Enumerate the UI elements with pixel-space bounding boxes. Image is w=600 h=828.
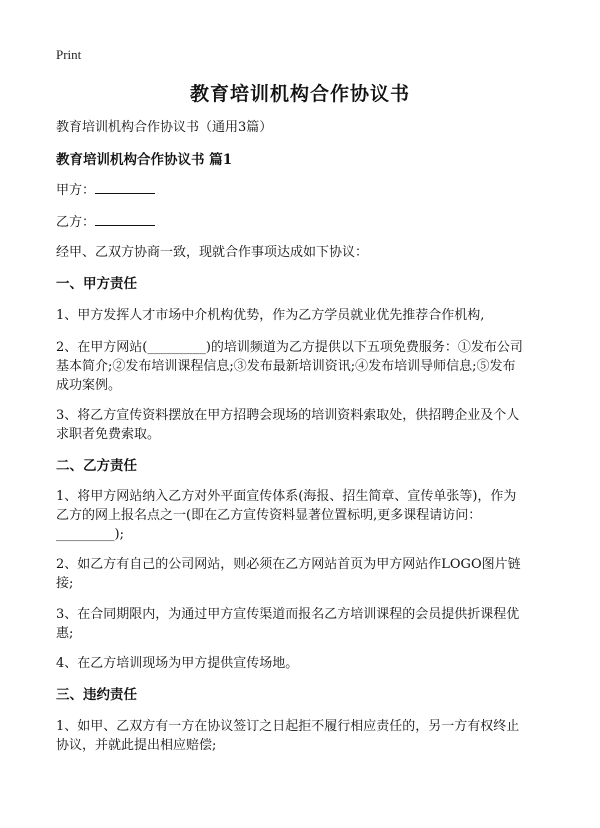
section2-item1-line1: 1、将甲方网站纳入乙方对外平面宣传体系(海报、招生简章、宣传单张等)，作为 [56, 489, 517, 504]
section2-item1-line2: 乙方的网上报名点之一(即在乙方宣传资料显著位置标明,更多课程请访问： [56, 508, 482, 523]
print-label: Print [56, 47, 82, 62]
party-a-line [56, 181, 546, 201]
section3-heading: 三、违约责任 [56, 687, 137, 703]
section1-item2-line2: 基本简介;②发布培训课程信息;③发布最新培训资讯;④发布培训导师信息;⑤发布 [56, 359, 516, 374]
section1-item3-line1: 3、将乙方宣传资料摆放在甲方招聘会现场的培训资料索取处，供招聘企业及个人 [56, 408, 520, 423]
section2-item3-line2: 惠; [56, 626, 74, 641]
section2-item1-line3: _________); [56, 527, 124, 542]
section1-item3-line2: 求职者免费索取。 [56, 427, 161, 442]
section3-item1-line1: 1、如甲、乙双方有一方在协议签订之日起拒不履行相应责任的，另一方有权终止 [56, 719, 520, 734]
section3-item1-line2: 协议，并就此提出相应赔偿; [56, 738, 217, 753]
section1-item2-line3: 成功案例。 [56, 378, 122, 393]
section2-item2-line1: 2、如乙方有自己的公司网站，则必须在乙方网站首页为甲方网站作LOGO图片链 [56, 557, 521, 572]
section2-item2-line2: 接; [56, 576, 74, 591]
intro-paragraph: 经甲、乙双方协商一致，现就合作事项达成如下协议： [56, 245, 369, 260]
section2-heading: 二、乙方责任 [56, 458, 137, 474]
section1-item1: 1、甲方发挥人才市场中介机构优势，作为乙方学员就业优先推荐合作机构, [56, 308, 485, 323]
party-b-blank [95, 213, 155, 226]
section2-item4: 4、在乙方培训现场为甲方提供宣传场地。 [56, 656, 299, 671]
part-heading: 教育培训机构合作协议书 篇1 [56, 152, 233, 168]
section1-item2-line1: 2、在甲方网站(_________)的培训频道为乙方提供以下五项免费服务：①发布公司 [56, 340, 523, 355]
party-b-line [56, 213, 546, 233]
party-a-label: 甲方： [56, 183, 96, 198]
document-subtitle: 教育培训机构合作协议书（通用3篇） [56, 120, 273, 135]
document-title: 教育培训机构合作协议书 [189, 83, 410, 105]
party-b-label: 乙方： [56, 215, 96, 230]
section1-heading: 一、甲方责任 [56, 276, 137, 292]
section2-item3-line1: 3、在合同期限内，为通过甲方宣传渠道而报名乙方培训课程的会员提供折课程优 [56, 607, 520, 622]
party-a-blank [95, 181, 155, 194]
